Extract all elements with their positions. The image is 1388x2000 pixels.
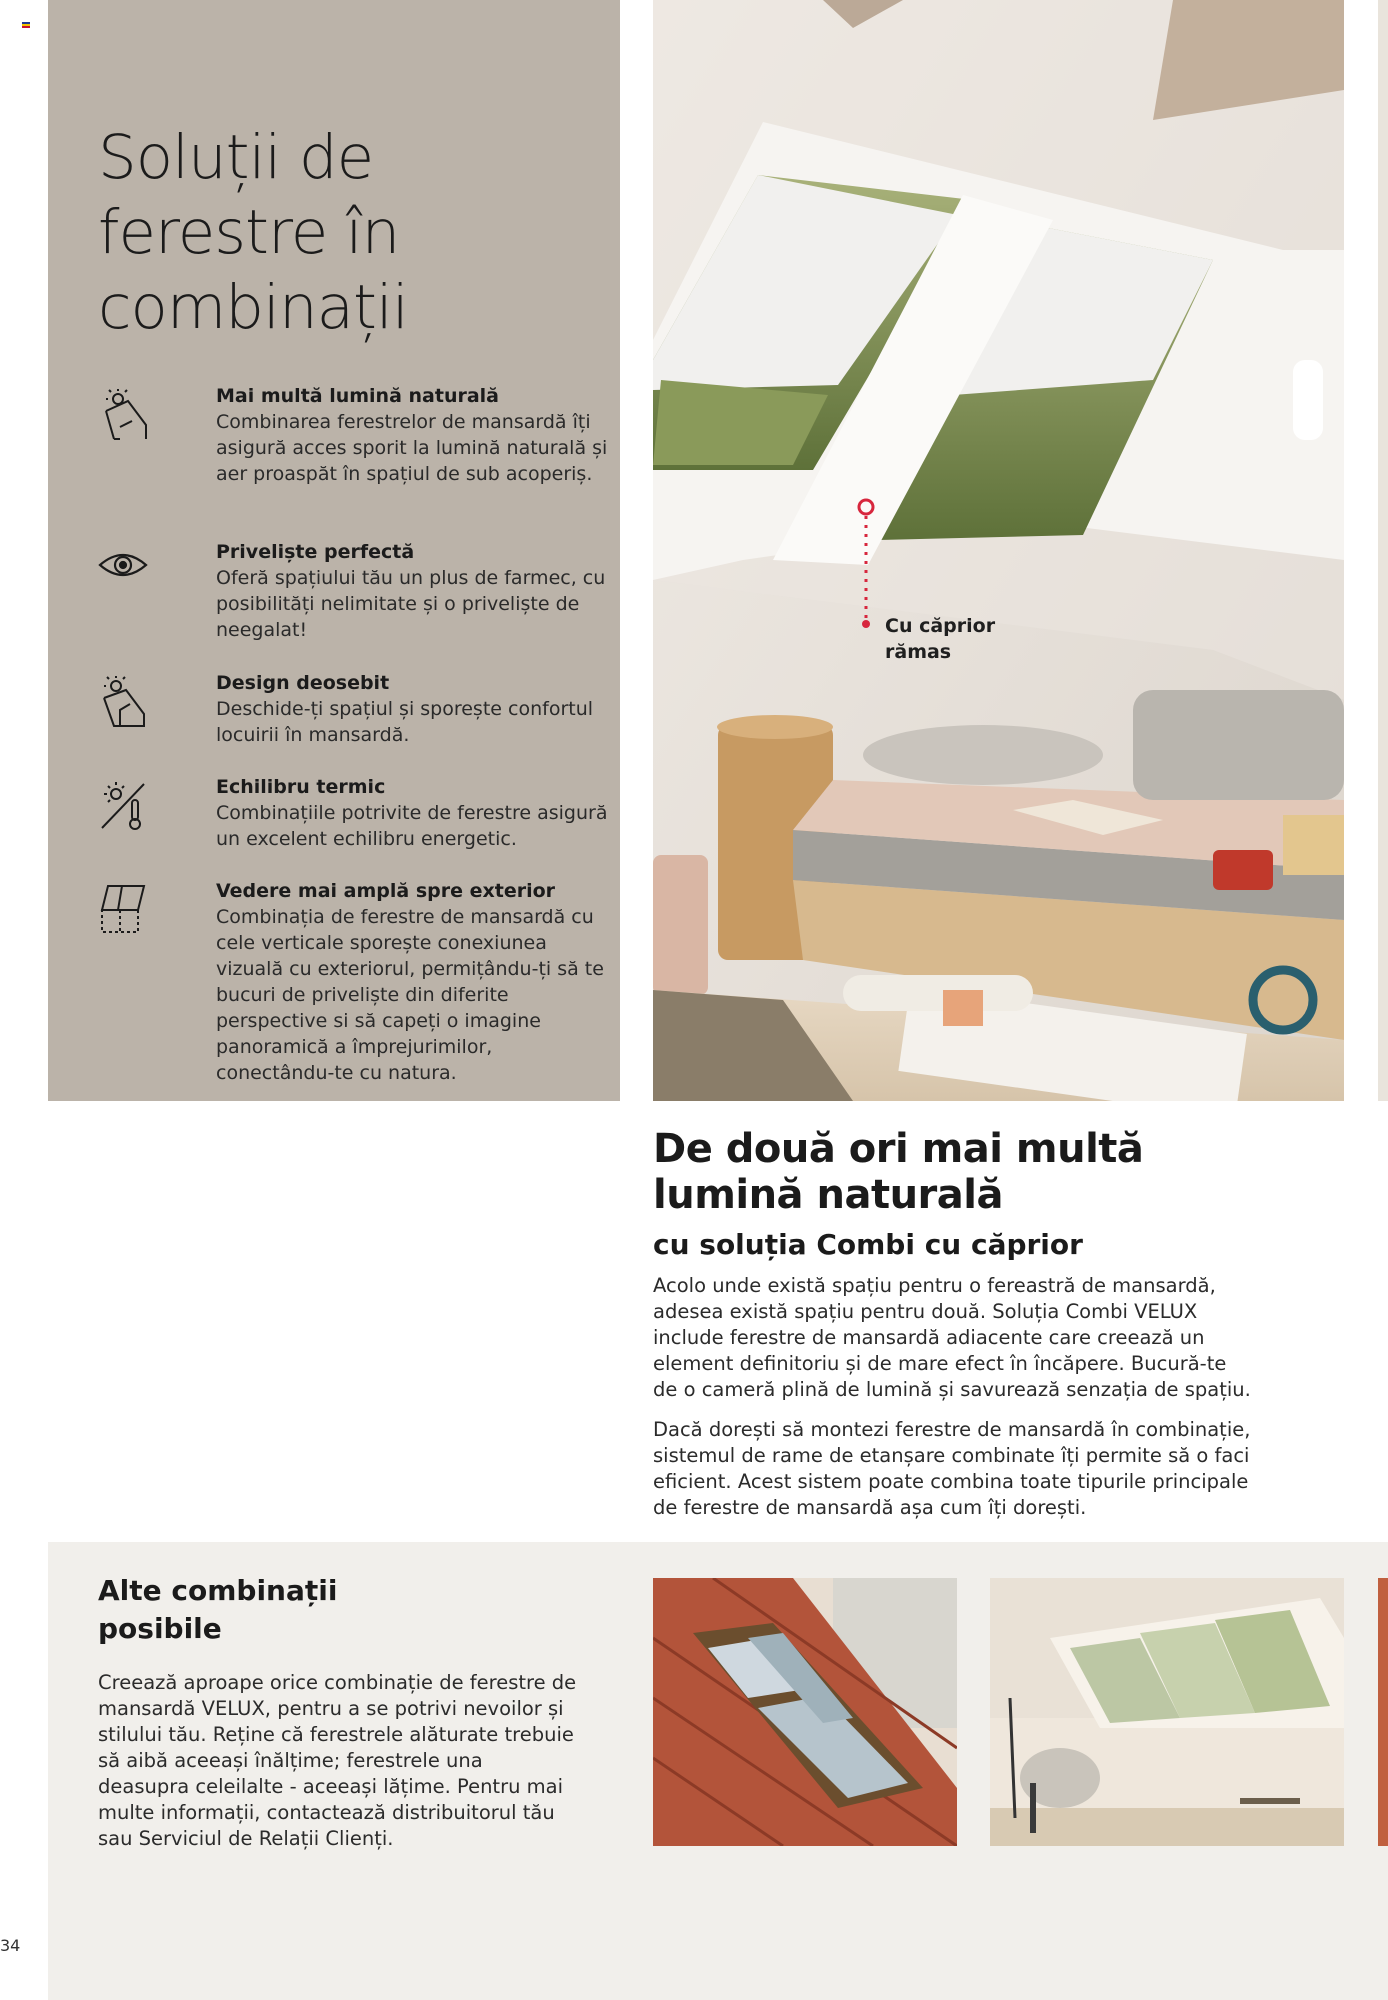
combi-headline [653, 1126, 1253, 1218]
other-body: Creează aproape orice combinație de ferestre de mansardă VELUX, pentru a se potrivi nevoilor și stilului tău. Reține că ferestrele alăturate trebuie să aibă aceeași înălțime; ferestrele una deasupra celeilalte - aceeași lățime. Pentru mai multe informații, contactează distribuitorul tău sau Serviciul de Relații Clienți. [98, 1671, 577, 1850]
thermometer-sun-icon [98, 778, 152, 832]
feature-title: Echilibru termic [216, 776, 386, 798]
other-title [98, 1572, 398, 1648]
feature-title: Design deosebit [216, 672, 390, 694]
roof-windows-photo [653, 1578, 957, 1846]
headline-line: De două ori mai multă [653, 1126, 1144, 1172]
language-flag-icon [22, 22, 30, 28]
feature-body: Oferă spațiului tău un plus de farmec, cu posibilități nelimitate și o priveliște de neegalat! [216, 567, 606, 641]
adjacent-photo-edge [1378, 1578, 1388, 1846]
intro-panel [48, 0, 620, 1101]
eye-icon [98, 543, 152, 597]
callout-line: Cu căprior [885, 615, 996, 637]
feature-body: Deschide-ți spațiul și sporește confortul locuirii în mansardă. [216, 698, 594, 746]
sun-window-icon [98, 387, 152, 441]
feature-body: Combinația de ferestre de mansardă cu cele verticale sporește conexiunea vizuală cu exteriorul, permițându-ți să te bucuri de priveliște din diferite perspective si să capeți o imagine panoramică a împrejurimilor, conectându-te cu natura. [216, 906, 604, 1084]
hero-attic-photo [653, 0, 1344, 1101]
page-number: 34 [0, 1936, 21, 1955]
combi-subhead: cu soluția Combi cu căprior [653, 1228, 1083, 1261]
feature-body: Combinarea ferestrelor de mansardă îți asigură acces sporit la lumină naturală și aer proaspăt în spațiul de sub acoperiș. [216, 411, 608, 485]
headline-line: lumină naturală [653, 1172, 1003, 1218]
attic-interior-photo [990, 1578, 1344, 1846]
callout-line: rămas [885, 641, 952, 663]
feature-title: Vedere mai amplă spre exterior [216, 880, 556, 902]
combi-paragraph: Dacă dorești să montezi ferestre de mansardă în combinație, sistemul de rame de etanșare combinate îți permite să o faci eficient. Acest sistem poate combina toate tipurile principale de ferestre de mansardă așa cum îți dorești. [653, 1418, 1251, 1519]
feature-title: Priveliște perfectă [216, 541, 415, 563]
feature-body: Combinațiile potrivite de ferestre asigură un excelent echilibru energetic. [216, 802, 608, 850]
adjacent-photo-edge [1378, 0, 1388, 1101]
window-frame-icon [98, 882, 152, 936]
page-title: Soluții de ferestre în combinații [98, 122, 408, 343]
sun-door-icon [98, 674, 152, 728]
other-title-line: posibile [98, 1612, 222, 1645]
rafter-callout [885, 613, 995, 665]
combi-paragraph: Acolo unde există spațiu pentru o fereastră de mansardă, adesea există spațiu pentru două. Soluția Combi VELUX include ferestre de mansardă adiacente care creează un element definitoriu și de mare efect în încăpere. Bucură-te de o cameră plină de lumină și savurează senzația de spațiu. [653, 1274, 1251, 1401]
other-title-line: Alte combinații [98, 1574, 338, 1607]
feature-title: Mai multă lumină naturală [216, 385, 500, 407]
